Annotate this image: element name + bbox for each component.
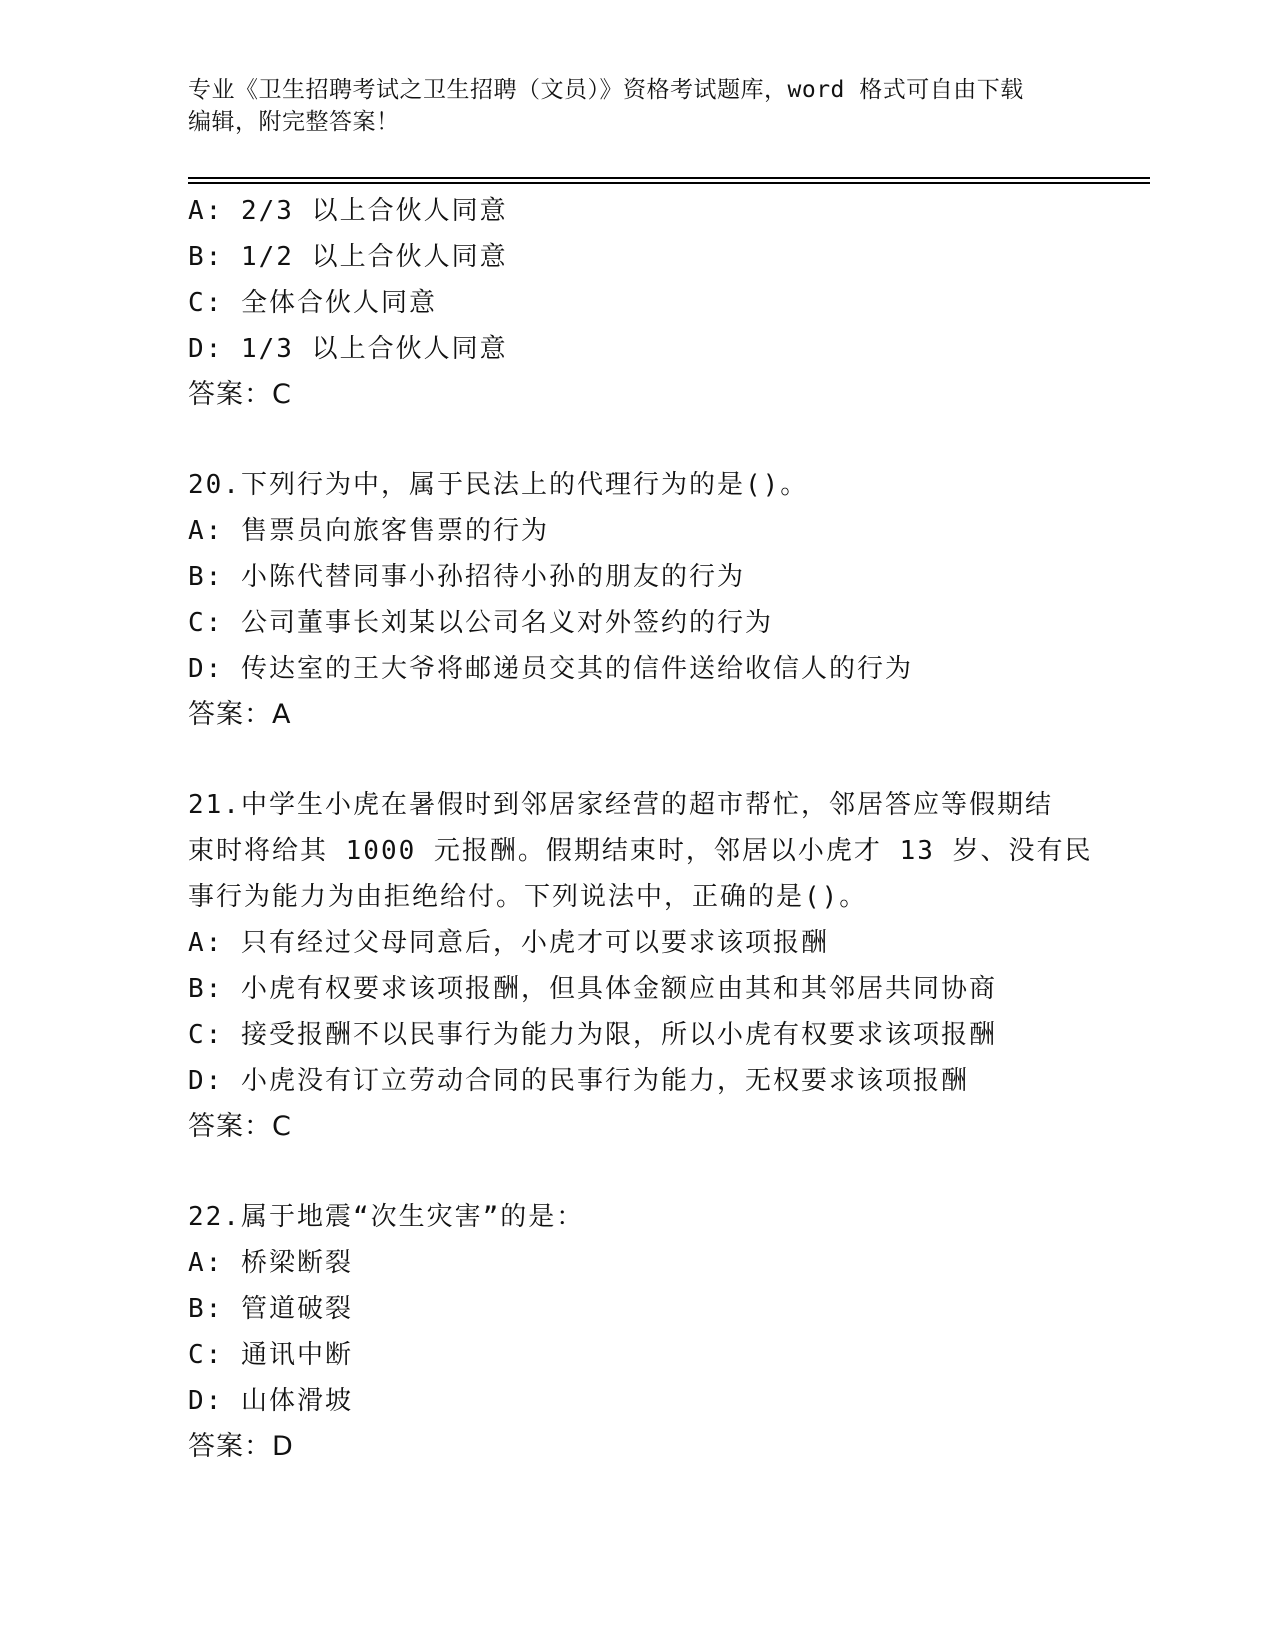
header-line-2: 编辑，附完整答案！ [188, 109, 400, 135]
option-d: D: 小虎没有订立劳动合同的民事行为能力，无权要求该项报酬 [188, 1066, 969, 1096]
question-21 [188, 782, 1093, 1150]
option-c: C: 通讯中断 [188, 1340, 353, 1370]
option-a: A: 桥梁断裂 [188, 1248, 353, 1278]
question-20 [188, 462, 1088, 738]
option-c: C: 全体合伙人同意 [188, 288, 437, 318]
option-b: B: 小虎有权要求该项报酬，但具体金额应由其和其邻居共同协商 [188, 974, 997, 1004]
answer: 答案：C [188, 1111, 292, 1142]
option-a: A: 2/3 以上合伙人同意 [188, 196, 508, 226]
header-divider-top [188, 177, 1150, 179]
spacer [188, 1150, 1088, 1194]
spacer [188, 738, 1088, 782]
header-divider-bottom [188, 182, 1150, 184]
answer: 答案：C [188, 379, 292, 410]
question-text: 20.下列行为中，属于民法上的代理行为的是()。 [188, 470, 809, 500]
option-d: D: 1/3 以上合伙人同意 [188, 334, 508, 364]
option-d: D: 山体滑坡 [188, 1386, 353, 1416]
option-b: B: 1/2 以上合伙人同意 [188, 242, 508, 272]
option-b: B: 管道破裂 [188, 1294, 353, 1324]
question-text-line-2: 束时将给其 1000 元报酬。假期结束时，邻居以小虎才 13 岁、没有民 [188, 836, 1093, 866]
answer: 答案：D [188, 1431, 294, 1462]
spacer [188, 418, 1088, 462]
document-header [188, 74, 1088, 138]
option-b: B: 小陈代替同事小孙招待小孙的朋友的行为 [188, 562, 745, 592]
question-22 [188, 1194, 1088, 1470]
option-a: A: 只有经过父母同意后，小虎才可以要求该项报酬 [188, 928, 829, 958]
question-19 [188, 188, 1088, 418]
question-text: 22.属于地震“次生灾害”的是： [188, 1202, 585, 1232]
question-list [188, 188, 1093, 1470]
answer: 答案：A [188, 699, 292, 730]
header-line-1: 专业《卫生招聘考试之卫生招聘（文员）》资格考试题库，word 格式可自由下载 [188, 77, 1024, 103]
question-text-line-3: 事行为能力为由拒绝给付。下列说法中，正确的是()。 [188, 882, 868, 912]
option-d: D: 传达室的王大爷将邮递员交其的信件送给收信人的行为 [188, 654, 913, 684]
option-c: C: 公司董事长刘某以公司名义对外签约的行为 [188, 608, 773, 638]
option-a: A: 售票员向旅客售票的行为 [188, 516, 549, 546]
option-c: C: 接受报酬不以民事行为能力为限，所以小虎有权要求该项报酬 [188, 1020, 997, 1050]
question-text-line-1: 21.中学生小虎在暑假时到邻居家经营的超市帮忙，邻居答应等假期结 [188, 790, 1053, 820]
